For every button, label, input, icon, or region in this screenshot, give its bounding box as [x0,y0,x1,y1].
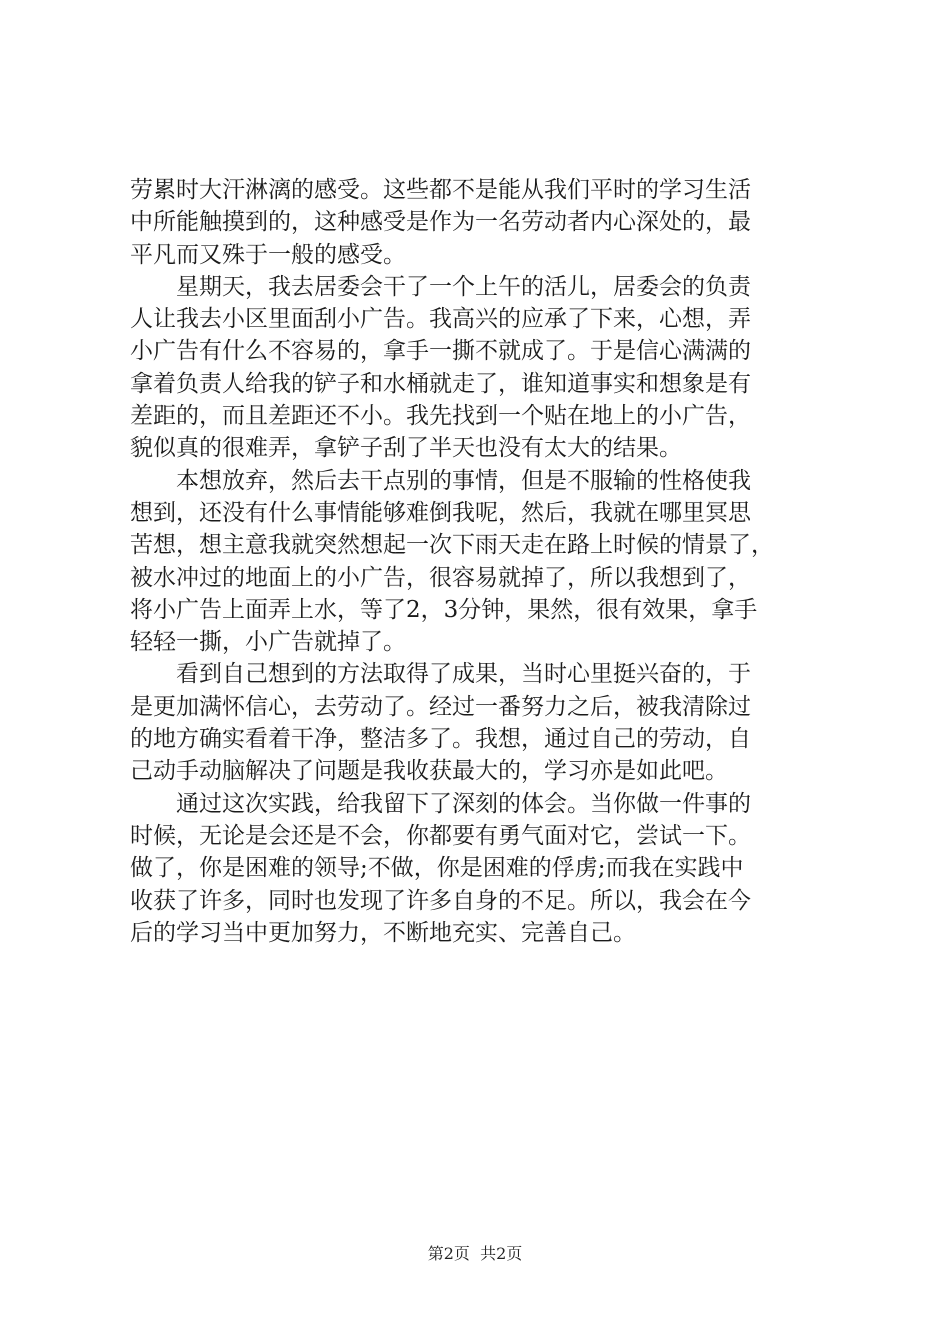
text-line: 后的学习当中更加努力，不断地充实、完善自己。 [130,919,636,946]
text-line: 拿着负责人给我的铲子和水桶就走了，谁知道事实和想象是有 [130,370,751,397]
text-line: 时候，无论是会还是不会，你都要有勇气面对它，尝试一下。 [130,822,751,849]
text-line: 己动手动脑解决了问题是我收获最大的，学习亦是如此吧。 [130,758,728,785]
paragraph [130,658,830,787]
page-footer [0,1244,950,1264]
text-line: 将小广告上面弄上水，等了2，3分钟，果然，很有效果，拿手 [130,596,758,623]
text-line: 中所能触摸到的，这种感受是作为一名劳动者内心深处的，最 [130,209,751,236]
footer-spacer [470,1244,480,1263]
text-line: 轻轻一撕，小广告就掉了。 [130,629,406,656]
text-line: 的地方确实看着干净，整洁多了。我想，通过自己的劳动，自 [130,726,751,753]
text-line: 做了，你是困难的领导;不做，你是困难的俘虏;而我在实践中 [130,855,744,882]
text-line: 星期天，我去居委会干了一个上午的活儿，居委会的负责 [176,273,751,300]
text-line: 苦想，想主意我就突然想起一次下雨天走在路上时候的情景了， [130,532,774,559]
text-line: 通过这次实践，给我留下了深刻的体会。当你做一件事的 [176,790,751,817]
document-body [130,174,830,949]
paragraph [130,465,830,659]
text-line: 人让我去小区里面刮小广告。我高兴的应承了下来，心想，弄 [130,306,751,333]
text-line: 想到，还没有什么事情能够难倒我呢，然后，我就在哪里冥思 [130,499,751,526]
text-line: 差距的，而且差距还不小。我先找到一个贴在地上的小广告， [130,403,751,430]
text-line: 劳累时大汗淋漓的感受。这些都不是能从我们平时的学习生活 [130,177,751,203]
text-line: 是更加满怀信心，去劳动了。经过一番努力之后，被我清除过 [130,693,751,720]
page-total: 共2页 [480,1244,523,1263]
text-line: 本想放弃，然后去干点别的事情，但是不服输的性格使我 [176,467,751,494]
paragraph [130,271,830,465]
text-line: 收获了许多，同时也发现了许多自身的不足。所以，我会在今 [130,887,751,914]
text-line: 看到自己想到的方法取得了成果，当时心里挺兴奋的，于 [176,661,751,688]
paragraph [130,174,830,271]
text-line: 小广告有什么不容易的，拿手一撕不就成了。于是信心满满的 [130,338,751,365]
text-line: 貌似真的很难弄，拿铲子刮了半天也没有太大的结果。 [130,435,682,462]
page-number: 第2页 [427,1244,470,1263]
paragraph [130,788,830,949]
text-line: 被水冲过的地面上的小广告，很容易就掉了，所以我想到了， [130,564,751,591]
text-line: 平凡而又殊于一般的感受。 [130,241,406,268]
